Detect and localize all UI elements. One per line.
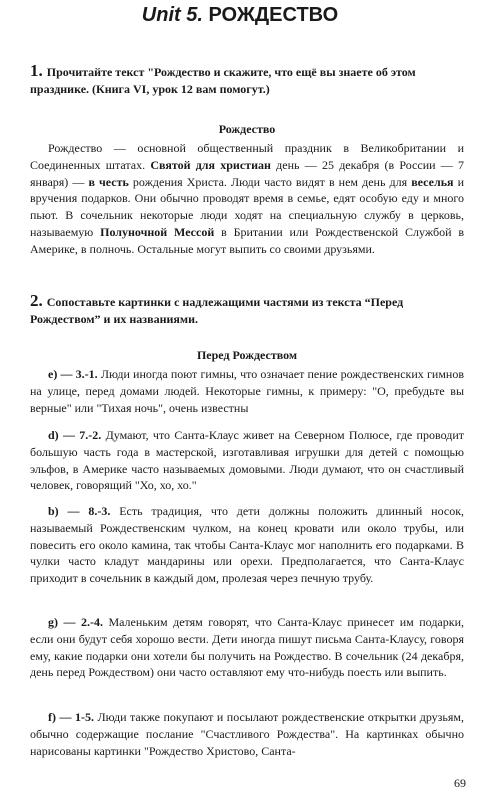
text-run: день — 25 декабря (в России — 7 января) — — [30, 157, 465, 189]
task-1 — [30, 62, 464, 98]
section-1-paragraph — [30, 140, 464, 258]
item-text: Есть традиция, что дети должны положить длинный носок, называемый Рождественским чулком, на конец кровати или около трубы, или повесить его около камина, так чтобы Санта-Клаус мог наполнить его подарками. В чулки часто кладут мандарины или орехи. Предполагается, что Санта-Клаус приходит в сочельник в каждый дом, пролезая через печную трубу. — [30, 504, 465, 586]
item-key: b) — 8.-3. — [48, 504, 111, 518]
list-item — [30, 709, 464, 759]
list-item — [30, 366, 464, 416]
section-1-title: Рождество — [218, 122, 276, 136]
unit-prefix: Unit 5. — [141, 4, 203, 26]
task-1-number: 1. — [30, 61, 43, 80]
section-2-title: Перед Рождеством — [196, 348, 298, 362]
task-1-text: Прочитайте текст "Рождество и скажите, что ещё вы знаете об этом празднике. (Книга VI, урок 12 вам помогут.) — [30, 65, 416, 96]
text-run: и вручения подарков. Они обычно проводят время в семье, едят особую еду и много пьют. В сочельник некоторые люди ходят на специальную службу в церковь, называемую — [30, 174, 465, 239]
item-key: d) — 7.-2. — [48, 428, 102, 442]
item-key: g) — 2.-4. — [48, 615, 103, 629]
page-number: 69 — [454, 776, 466, 790]
task-2 — [30, 292, 464, 328]
list-item — [30, 503, 464, 587]
text-run: Рождество — основной общественный праздник в Великобритании и Соединенных штатах. — [30, 141, 464, 172]
bold-term: Полуночной Мессой — [100, 224, 215, 239]
item-text: Маленьким детям говорят, что Санта-Клаус принесет им подарки, если они будут себя хорошо вести. Дети иногда пишут письма Санта-Клаусу, говоря ему, какие подарки они хотели бы получить на Рождество. В сочельник (24 декабря, день перед Рождеством) они часто оставляют ему что-нибудь поесть или выпить. — [30, 615, 465, 680]
list-item — [30, 427, 464, 494]
unit-title — [0, 4, 480, 27]
item-key: e) — 3.-1. — [48, 367, 98, 381]
task-2-text: Сопоставьте картинки с надлежащими частями из текста “Перед Рождеством” и их названиями. — [30, 295, 404, 326]
unit-name: РОЖДЕСТВО — [208, 4, 339, 26]
item-text: Люди иногда поют гимны, что означает пение рождественских гимнов на улице, перед домами людей. Некоторые гимны, к примеру: "О, пребудьте вы верные" или "Тихая ночь", очень известны — [30, 367, 465, 415]
item-text: Люди также покупают и посылают рождественские открытки друзьям, обычно содержащие послание "Счастливого Рождества". На картинках обычно нарисованы картинки "Рождество Христово, Санта- — [30, 710, 465, 758]
item-key: f) — 1-5. — [48, 710, 94, 724]
bold-term: веселья — [411, 174, 454, 189]
list-item — [30, 614, 464, 681]
item-text: Думают, что Санта-Клаус живет на Северном Полюсе, где проводит большую часть года в мастерской, изготавливая игрушки для детей с помощью эльфов, в Америке часто называемых домовыми. Люди думают, что он счастливый человек, говорящий "Хо, хо, хо." — [30, 428, 464, 493]
bold-term: в честь — [88, 174, 129, 189]
bold-term: Святой для христиан — [150, 157, 271, 172]
text-run: в Бритaнии или Рождественской Службой в Америке, в полночь. Остальные могут выпить со своими друзьями. — [30, 224, 464, 256]
text-run: рождения Христа. Люди часто видят в нем день для — [132, 174, 408, 189]
task-2-number: 2. — [30, 291, 43, 310]
